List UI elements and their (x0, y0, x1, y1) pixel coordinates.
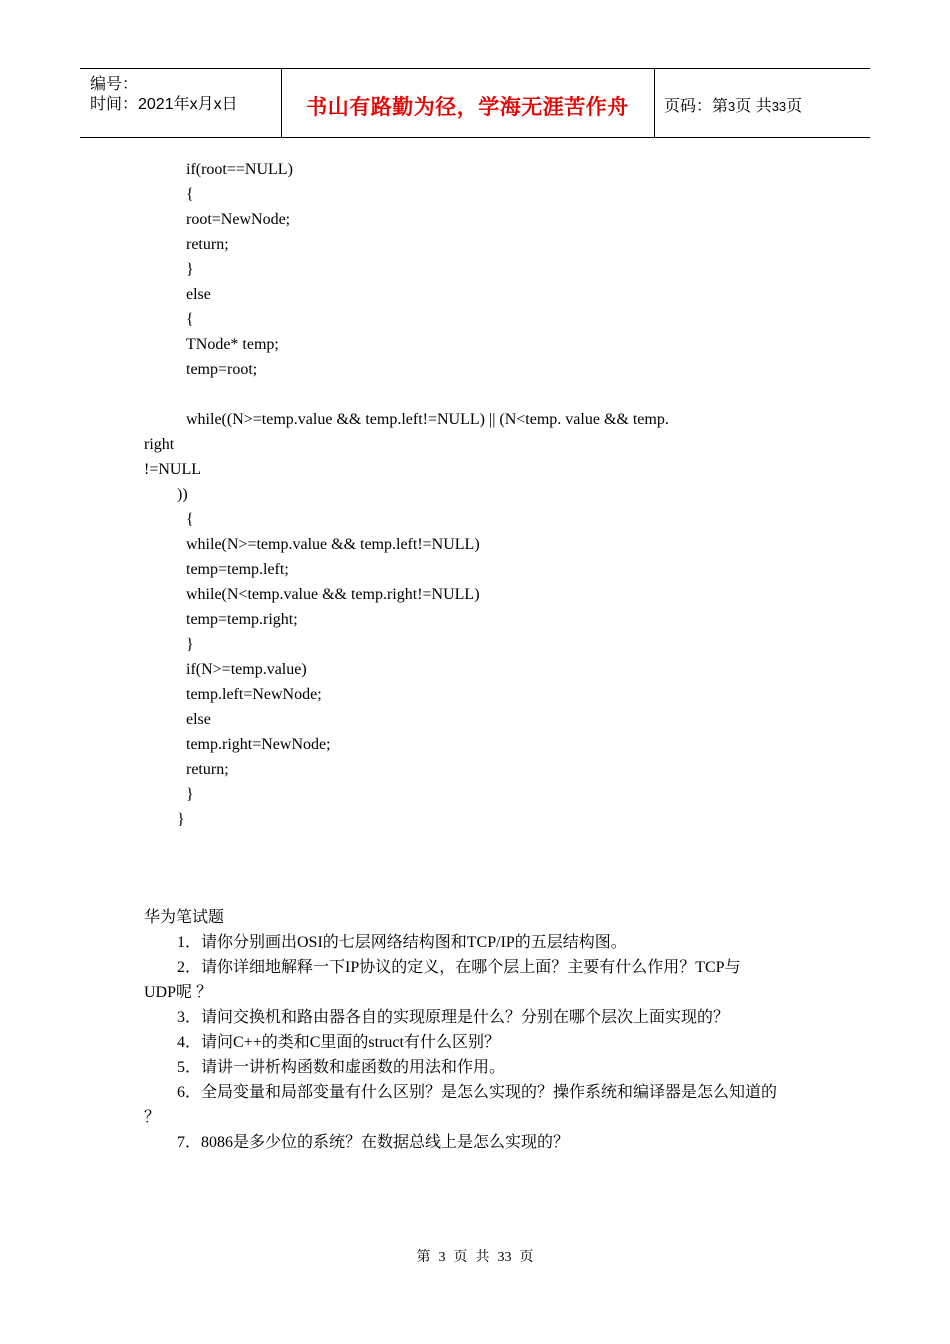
question-item: 4．请问C++的类和C里面的struct有什么区别？ (177, 1034, 500, 1051)
code-line: while(N>=temp.value && temp.left!=NULL) (186, 536, 480, 553)
code-line: !=NULL (144, 461, 202, 478)
code-line: root=NewNode; (186, 211, 291, 228)
code-line: temp.right=NewNode; (186, 736, 331, 753)
page-footer (0, 1246, 950, 1266)
question-item: 5．请讲一讲析构函数和虚函数的用法和作用。 (177, 1059, 506, 1076)
question-item: UDP呢 ？ (144, 984, 213, 1001)
question-item: 2．请你详细地解释一下IP协议的定义，在哪个层上面？主要有什么作用？TCP与 (177, 959, 741, 976)
page-mid: 页 共 (735, 98, 772, 115)
code-line: { (186, 186, 194, 203)
code-line: temp=temp.right; (186, 611, 298, 628)
time-label: 时间：2021年x月x日 (90, 96, 238, 113)
footer-total: 33 (497, 1250, 512, 1265)
code-line: while((N>=temp.value && temp.left!=NULL) || (N<temp. value && temp. (186, 411, 669, 428)
code-line: return; (186, 761, 229, 778)
code-line: while(N<temp.value && temp.right!=NULL) (186, 586, 480, 603)
page-suffix: 页 (786, 98, 803, 115)
question-item: 3．请问交换机和路由器各自的实现原理是什么？分别在哪个层次上面实现的？ (177, 1009, 730, 1026)
footer-gong: 共 (475, 1250, 490, 1265)
page-total: 33 (771, 99, 787, 114)
motto-text: 书山有路勤为径，学海无涯苦作舟 (306, 95, 629, 119)
code-line: } (186, 261, 194, 278)
question-item: ？ (144, 1109, 161, 1126)
header-motto-cell (281, 69, 655, 137)
header-page-cell (655, 69, 870, 137)
code-line: } (186, 636, 194, 653)
footer-ye: 页 (453, 1250, 468, 1265)
code-line: TNode* temp; (186, 336, 279, 353)
footer-ye: 页 (519, 1250, 534, 1265)
code-line: { (186, 511, 194, 528)
code-line: if(N>=temp.value) (186, 661, 307, 678)
code-line: } (186, 786, 194, 803)
code-line: { (186, 311, 194, 328)
code-line: return; (186, 236, 229, 253)
code-line: right (144, 436, 175, 453)
code-line: temp=root; (186, 361, 258, 378)
section-title: 华为笔试题 (144, 909, 225, 926)
code-line: } (177, 811, 185, 828)
code-line: else (186, 286, 211, 303)
page-indicator (664, 93, 802, 116)
code-line: temp.left=NewNode; (186, 686, 322, 703)
question-item: 7．8086是多少位的系统？在数据总线上是怎么实现的？ (177, 1134, 570, 1151)
question-item: 6．全局变量和局部变量有什么区别？是怎么实现的？操作系统和编译器是怎么知道的 (177, 1084, 778, 1101)
number-label: 编号： (90, 76, 139, 93)
page-prefix: 页码：第 (664, 98, 729, 115)
footer-num: 3 (438, 1250, 446, 1265)
page-number: 3 (728, 99, 736, 114)
code-line: else (186, 711, 211, 728)
code-line: temp=temp.left; (186, 561, 289, 578)
header-left-cell (80, 69, 282, 137)
page-header (80, 68, 870, 138)
code-line: )) (177, 486, 188, 503)
footer-di: 第 (416, 1250, 431, 1265)
code-line: if(root==NULL) (186, 161, 293, 178)
question-item: 1．请你分别画出OSI的七层网络结构图和TCP/IP的五层结构图。 (177, 934, 627, 951)
